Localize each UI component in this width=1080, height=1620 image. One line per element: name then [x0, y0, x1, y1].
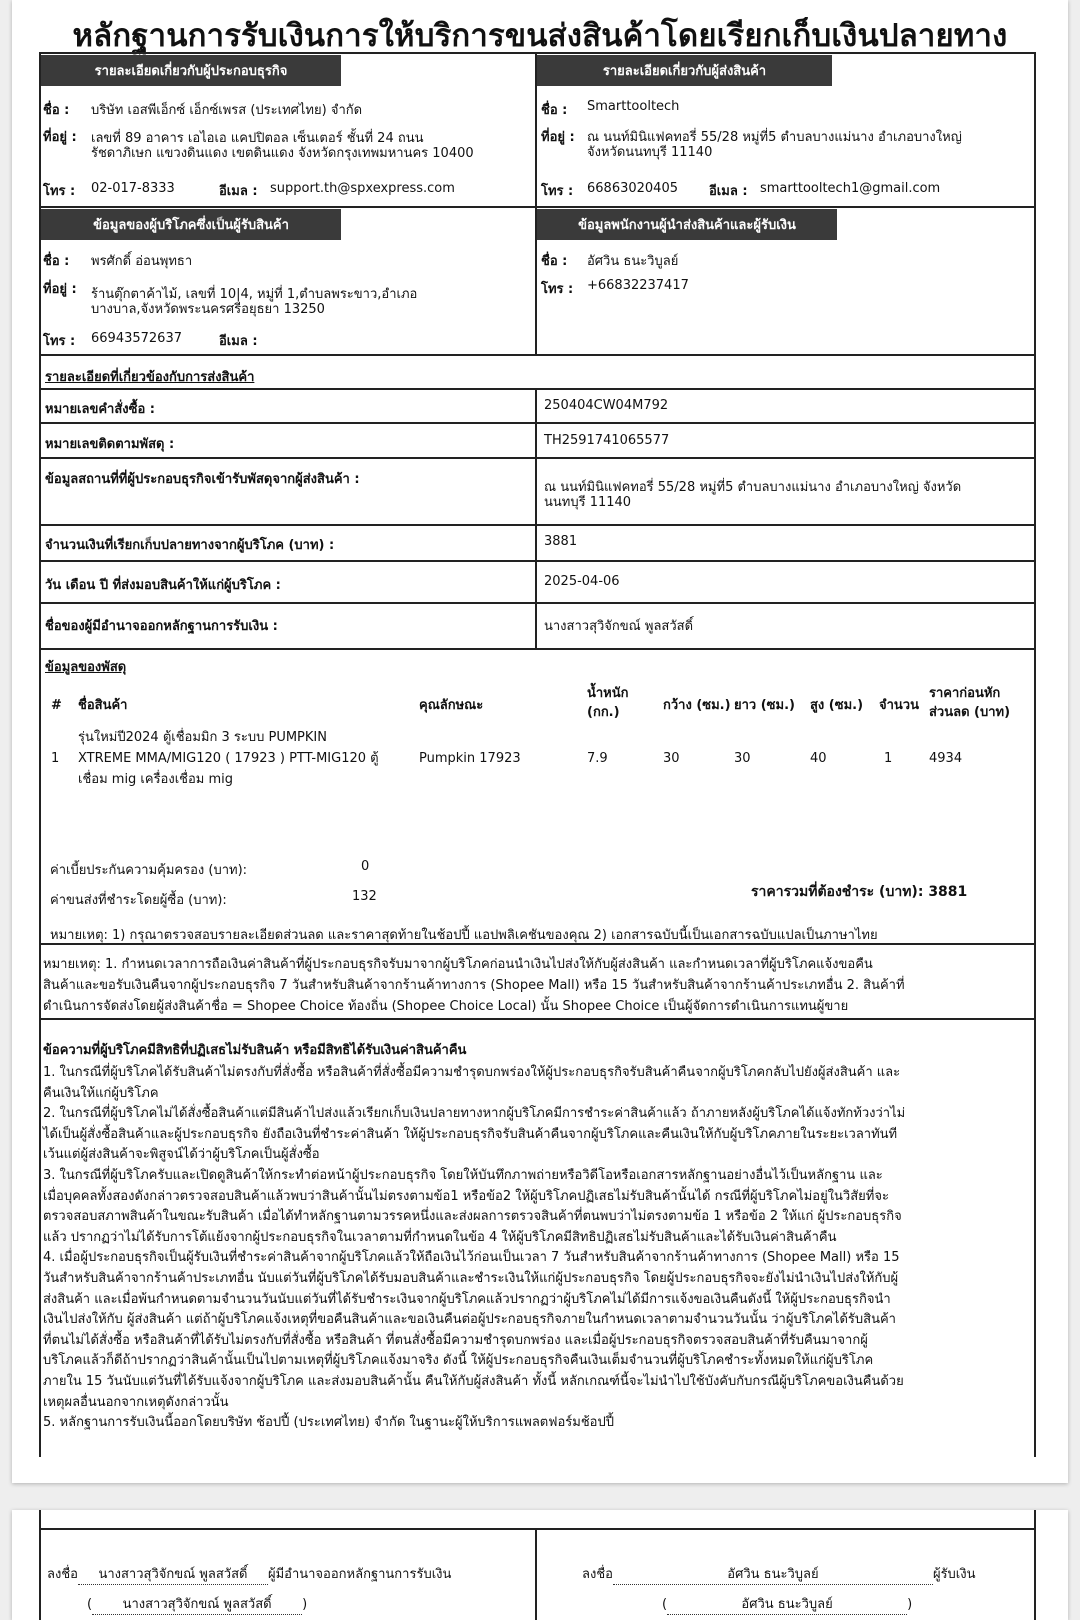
order-number-value: 250404CW04M792: [544, 398, 669, 413]
sender-email-label: อีเมล :: [709, 184, 748, 199]
sender-address-label: ที่อยู่ :: [541, 130, 575, 145]
sender-name-label: ชื่อ :: [541, 103, 568, 118]
rights-line: คืนเงินให้แก่ผู้บริโภค: [43, 1085, 159, 1101]
consumer-phone: 66943572637: [91, 331, 182, 346]
right-sign-role: ผู้รับเงิน: [932, 1567, 976, 1582]
consumer-header: ข้อมูลของผู้บริโภคซึ่งเป็นผู้รับสินค้า: [41, 209, 341, 240]
sender-address-line2: จังหวัดนนทบุรี 11140: [587, 145, 713, 160]
rights-line: ภายใน 15 วันนับแต่วันที่ได้รับแจ้งจากผู้บริโภค และส่งมอบสินค้านั้น คืนให้กับผู้ส่งสินค้า ทั้งนี้ หลักเกณฑ์นี้จะไม่นำไปใช้บังคับกับกรณีผู้บริโภคขอเงินคืนด้วย: [43, 1373, 904, 1389]
issuer-label: ชื่อของผู้มีอำนาจออกหลักฐานการรับเงิน :: [45, 619, 278, 634]
item-num: 1: [51, 751, 60, 766]
sender-address-line1: ณ นนท์มินิแฟคทอรี่ 55/28 หมู่ที่5 ตำบลบางแม่นาง อำเภอบางใหญ่: [587, 130, 962, 145]
operator-address-line2: รัชดาภิเษก แขวงดินแดง เขตดินแดง จังหวัดกรุงเทพมหานคร 10400: [91, 146, 474, 161]
operator-phone: 02-017-8333: [91, 181, 175, 196]
rights-line: 4. เมื่อผู้ประกอบธุรกิจเป็นผู้รับเงินที่ชำระค่าสินค้าจากผู้บริโภคแล้วให้ถือเงินไว้ก่อนเป็นเวลา 7 วันสำหรับสินค้าจากร้านค้าทางการ (Shopee Mall) หรือ 15: [43, 1250, 900, 1266]
consumer-address-label: ที่อยู่ :: [43, 282, 77, 297]
courier-phone-label: โทร :: [541, 282, 574, 297]
insurance-label: ค่าเบี้ยประกันความคุ้มครอง (บาท):: [50, 863, 248, 878]
divider: [39, 422, 1036, 424]
total-value: 3881: [928, 884, 968, 900]
consumer-name-label: ชื่อ :: [43, 254, 70, 269]
col-price-1: ราคาก่อนหัก: [929, 686, 1001, 701]
rights-line: เว้นแต่ผู้ส่งสินค้าจะพิสูจน์ได้ว่าผู้บริโภคเป็นผู้สั่งซื้อ: [43, 1147, 320, 1163]
item-price: 4934: [929, 751, 963, 766]
courier-header: ข้อมูลพนักงานผู้นำส่งสินค้าและผู้รับเงิน: [537, 209, 837, 240]
divider: [39, 648, 1036, 650]
insurance-value: 0: [361, 859, 370, 874]
divider: [39, 1528, 1036, 1530]
operator-header: รายละเอียดเกี่ยวกับผู้ประกอบธุรกิจ: [41, 55, 341, 86]
operator-email: support.th@spxexpress.com: [270, 181, 455, 196]
rights-line: เหตุผลอื่นนอกจากเหตุดังกล่าวนั้น: [43, 1394, 229, 1410]
rights-line: 3. ในกรณีที่ผู้บริโภครับและเปิดดูสินค้าให้กระทำต่อหน้าผู้ประกอบธุรกิจ โดยให้บันทึกภาพถ่ายหรือวิดีโอหรือเอกสารหลักฐานอย่างอื่นไว้เป็นหลักฐาน และ: [43, 1167, 883, 1183]
pickup-location-line2: นนทบุรี 11140: [544, 495, 632, 510]
delivery-date-label: วัน เดือน ปี ที่ส่งมอบสินค้าให้แก่ผู้บริโภค :: [45, 578, 281, 593]
sender-phone-label: โทร :: [541, 184, 574, 199]
divider: [39, 1510, 41, 1620]
tracking-number-value: TH2591741065577: [544, 433, 670, 448]
item-qty: 1: [884, 751, 893, 766]
left-sign-role: ผู้มีอำนาจออกหลักฐานการรับเงิน: [267, 1567, 452, 1582]
shipping-fee-value: 132: [352, 889, 377, 904]
pickup-location-line1: ณ นนท์มินิแฟคทอรี่ 55/28 หมู่ที่5 ตำบลบางแม่นาง อำเภอบางใหญ่ จังหวัด: [544, 480, 962, 495]
sender-phone: 66863020405: [587, 181, 678, 196]
divider: [39, 602, 1036, 604]
item-length: 30: [734, 751, 751, 766]
divider: [39, 560, 1036, 562]
item-width: 30: [663, 751, 680, 766]
divider: [1034, 1510, 1036, 1620]
cod-amount-label: จำนวนเงินที่เรียกเก็บปลายทางจากผู้บริโภค (บาท) :: [45, 538, 335, 553]
rights-line: วันสำหรับสินค้าจากร้านค้าประเภทอื่น นับแต่วันที่ผู้บริโภคได้รับมอบสินค้าและชำระเงินให้แก่ผู้ประกอบธุรกิจ โดยผู้ประกอบธุรกิจจะยังไม่นำเงินไปส่งให้กับผู้: [43, 1270, 899, 1286]
total-label-text: ราคารวมที่ต้องชำระ (บาท):: [751, 884, 924, 900]
col-weight-1: น้ำหนัก: [587, 686, 629, 701]
consumer-name: พรศักดิ์ อ่อนพุทธา: [91, 254, 193, 269]
divider: [535, 52, 537, 354]
divider: [535, 388, 537, 649]
divider: [39, 1018, 1036, 1020]
total-label: [751, 881, 967, 903]
sender-email: smarttooltech1@gmail.com: [760, 181, 941, 196]
col-height: สูง (ซม.): [810, 698, 864, 713]
sender-name: Smarttooltech: [587, 99, 680, 114]
consumer-address-line2: บางบาล,จังหวัดพระนครศรีอยุธยา 13250: [91, 302, 325, 317]
receipt-page: [12, 0, 1068, 1483]
right-sign-name: อัศวิน ธนะวิบูลย์: [613, 1563, 933, 1585]
rights-line: 2. ในกรณีที่ผู้บริโภคไม่ได้สั่งซื้อสินค้าแต่มีสินค้าไปส่งแล้วเรียกเก็บเงินปลายทางหากผู้บริโภคมีการชำระค่าสินค้าแล้ว ถ้าภายหลังผู้บริโภคได้แจ้งทักท้วงว่าไม่: [43, 1106, 906, 1122]
sender-header: รายละเอียดเกี่ยวกับผู้ส่งสินค้า: [537, 55, 832, 86]
divider: [535, 1528, 537, 1620]
item-height: 40: [810, 751, 827, 766]
col-length: ยาว (ซม.): [734, 698, 795, 713]
document-title: หลักฐานการรับเงินการให้บริการขนส่งสินค้าโดยเรียกเก็บเงินปลายทาง: [72, 18, 1008, 54]
divider: [39, 206, 1036, 208]
delivery-date-value: 2025-04-06: [544, 574, 620, 589]
divider: [39, 524, 1036, 526]
item-name-line1: รุ่นใหม่ปี2024 ตู้เชื่อมมิก 3 ระบบ PUMPKIN: [78, 730, 327, 745]
right-signature-line: [582, 1563, 975, 1585]
consumer-email-label: อีเมล :: [219, 334, 258, 349]
parcel-section-title: ข้อมูลของพัสดุ: [45, 660, 127, 675]
divider: [39, 354, 1036, 356]
rights-line: ตรวจสอบสภาพสินค้าในขณะรับสินค้า เมื่อได้ทำหลักฐานตามวรรคหนึ่งและส่งผลการตรวจสินค้าที่ตนพบว่าไม่ตรงตามข้อ 1 หรือข้อ 2 ให้แก่ ผู้ประกอบธุรกิจ: [43, 1209, 902, 1225]
consumer-address-line1: ร้านตุ๊กตาค้าไม้, เลขที่ 10|4, หมู่ที่ 1,ตำบลพระขาว,อำเภอ: [91, 287, 418, 302]
rights-line: 1. ในกรณีที่ผู้บริโภคได้รับสินค้าไม่ตรงกับที่สั่งซื้อ หรือสินค้าที่สั่งซื้อมีความชำรุดบกพร่องให้ผู้ประกอบธุรกิจรับสินค้าคืนจากผู้บริโภคกลับไปยังผู้ส่งสินค้า และ: [43, 1065, 901, 1080]
rights-list: [43, 1063, 1043, 1434]
signature-page: [12, 1510, 1068, 1620]
left-sign-prefix: ลงชื่อ: [47, 1567, 78, 1582]
operator-address-label: ที่อยู่ :: [43, 130, 77, 145]
divider: [39, 457, 1036, 459]
rights-line: แล้ว ปรากฏว่าไม่ได้รับการโต้แย้งจากผู้ประกอบธุรกิจในเวลาตามที่กำหนดในข้อ 4 ให้ผู้บริโภคมีสิทธิปฏิเสธไม่รับสินค้าและได้รับเงินค่าสินค้าคืน: [43, 1229, 837, 1245]
rights-line: 5. หลักฐานการรับเงินนี้ออกโดยบริษัท ช้อปปี้ (ประเทศไทย) จำกัด ในฐานะผู้ให้บริการแพลตฟอร์มช้อปปี้: [43, 1415, 614, 1431]
rights-line: เงินไปส่งให้กับ ผู้ส่งสินค้า แต่ถ้าผู้บริโภคแจ้งเหตุที่ขอคืนสินค้าและขอเงินคืนต่อผู้ประกอบธุรกิจภายในกำหนดเวลาตามจำนวนวันนั้น ว่าผู้บริโภคได้รับสินค้า: [43, 1312, 896, 1328]
col-name: ชื่อสินค้า: [78, 698, 128, 713]
rights-line: ที่ตนไม่ได้สั่งซื้อ หรือสินค้าที่ได้รับไม่ตรงกับที่สั่งซื้อ หรือสินค้า ที่ตนสั่งซื้อมีความชำรุดบกพร่อง และเมื่อผู้ประกอบธุรกิจตรวจสอบสินค้าที่รับคืนมาจากผู้: [43, 1332, 868, 1348]
operator-name-label: ชื่อ :: [43, 103, 70, 118]
right-sign-name-paren: อัศวิน ธนะวิบูลย์: [667, 1593, 907, 1615]
col-attr: คุณลักษณะ: [419, 698, 484, 713]
rights-title: ข้อความที่ผู้บริโภคมีสิทธิที่ปฏิเสธไม่รับสินค้า หรือมีสิทธิได้รับเงินค่าสินค้าคืน: [43, 1043, 467, 1058]
right-signature-paren: ( อัศวิน ธนะวิบูลย์ ): [662, 1593, 912, 1615]
remark-line3: ดำเนินการจัดส่งโดยผู้ส่งสินค้าชื่อ = Shopee Choice ท้องถิ่น (Shopee Choice Local) นั้น Shopee Choice เป็นผู้จัดการดำเนินการแทนผู้ขาย: [43, 999, 849, 1014]
col-weight-2: (กก.): [587, 705, 620, 720]
operator-email-label: อีเมล :: [219, 184, 258, 199]
item-name-line2: XTREME MMA/MIG120 ( 17923 ) PTT-MIG120 ตู้: [78, 751, 379, 766]
order-number-label: หมายเลขคำสั่งซื้อ :: [45, 402, 155, 417]
col-num: #: [51, 698, 62, 713]
operator-name: บริษัท เอสพีเอ็กซ์ เอ็กซ์เพรส (ประเทศไทย) จำกัด: [91, 103, 363, 118]
tracking-number-label: หมายเลขติดตามพัสดุ :: [45, 437, 175, 452]
operator-address-line1: เลขที่ 89 อาคาร เอไอเอ แคปปิตอล เซ็นเตอร์ ชั้นที่ 24 ถนน: [91, 131, 424, 146]
courier-phone: +66832237417: [587, 278, 689, 293]
shipping-section-title: รายละเอียดที่เกี่ยวข้องกับการส่งสินค้า: [45, 370, 255, 385]
courier-name: อัศวิน ธนะวิบูลย์: [587, 254, 679, 269]
right-sign-prefix: ลงชื่อ: [582, 1567, 613, 1582]
cod-amount-value: 3881: [544, 534, 578, 549]
item-attr: Pumpkin 17923: [419, 751, 521, 766]
rights-line: เมื่อบุคคลทั้งสองดังกล่าวตรวจสอบสินค้าแล้วพบว่าสินค้านั้นไม่ตรงตามข้อ1 หรือข้อ2 ให้ผู้บริโภคปฏิเสธไม่รับสินค้านั้นได้ กรณีที่ผู้บริโภคไม่อยู่ในวิสัยที่จะ: [43, 1188, 889, 1204]
courier-name-label: ชื่อ :: [541, 254, 568, 269]
col-price-2: ส่วนลด (บาท): [929, 705, 1011, 720]
rights-line: ส่งสินค้า และเมื่อพ้นกำหนดตามจำนวนวันนับแต่วันที่ได้รับชำระเงินจากผู้บริโภคแล้วปรากฏว่าผู้บริโภคไม่ได้มีการแจ้งขอเงินคืนดังนี้ ให้ผู้ประกอบธุรกิจนำ: [43, 1291, 891, 1307]
issuer-value: นางสาวสุวิจักขณ์ พูลสวัสดิ์: [544, 619, 694, 634]
parcel-note: หมายเหตุ: 1) กรุณาตรวจสอบรายละเอียดส่วนลด และราคาสุดท้ายในช้อปปี้ แอปพลิเคชันของคุณ 2) เอกสารฉบับนี้เป็นเอกสารฉบับแปลเป็นภาษาไทย: [50, 928, 878, 943]
item-name-line3: เชื่อม mig เครื่องเชื่อม mig: [78, 772, 234, 787]
rights-line: บริโภคแล้วก็ดีถ้าปรากฏว่าสินค้านั้นเป็นไปตามเหตุที่ผู้บริโภคแจ้งมาจริง ดังนี้ ให้ผู้ประกอบธุรกิจคืนเงินเต็มจำนวนที่ผู้บริโภคชำระทั้งหมดให้แก่ผู้บริโภค: [43, 1353, 874, 1369]
left-signature-paren: ( นางสาวสุวิจักขณ์ พูลสวัสดิ์ ): [87, 1593, 307, 1615]
shipping-fee-label: ค่าขนส่งที่ชำระโดยผู้ซื้อ (บาท):: [50, 893, 227, 908]
divider: [39, 388, 1036, 390]
item-weight: 7.9: [587, 751, 608, 766]
remark-line1: หมายเหตุ: 1. กำหนดเวลาการถือเงินค่าสินค้าที่ผู้ประกอบธุรกิจรับมาจากผู้บริโภคก่อนนำเงินไปส่งให้กับผู้ส่งสินค้า และกำหนดเวลาที่ผู้บริโภคแจ้งขอคืน: [43, 957, 873, 972]
col-width: กว้าง (ซม.): [663, 698, 731, 713]
consumer-phone-label: โทร :: [43, 334, 76, 349]
remark-line2: สินค้าและขอรับเงินคืนจากผู้ประกอบธุรกิจ 7 วันสำหรับสินค้าจากร้านค้าทางการ (Shopee Mall) หรือ 15 วันสำหรับสินค้าจากร้านค้าประเภทอื่น 2. สินค้าที่: [43, 978, 905, 993]
left-signature-line: [47, 1563, 451, 1585]
col-qty: จำนวน: [879, 698, 919, 713]
operator-phone-label: โทร :: [43, 184, 76, 199]
left-sign-name-paren: นางสาวสุวิจักขณ์ พูลสวัสดิ์: [92, 1593, 302, 1615]
rights-line: ได้เป็นผู้สั่งซื้อสินค้าและผู้ประกอบธุรกิจ ยังถือเงินที่ชำระค่าสินค้า ให้ผู้ประกอบธุรกิจรับสินค้าคืนจากผู้บริโภคและคืนเงินให้กับผู้บริโภคภายในระยะเวลาทันที: [43, 1126, 898, 1142]
left-sign-name: นางสาวสุวิจักขณ์ พูลสวัสดิ์: [78, 1563, 268, 1585]
pickup-location-label: ข้อมูลสถานที่ที่ผู้ประกอบธุรกิจเข้ารับพัสดุจากผู้ส่งสินค้า :: [45, 472, 360, 487]
